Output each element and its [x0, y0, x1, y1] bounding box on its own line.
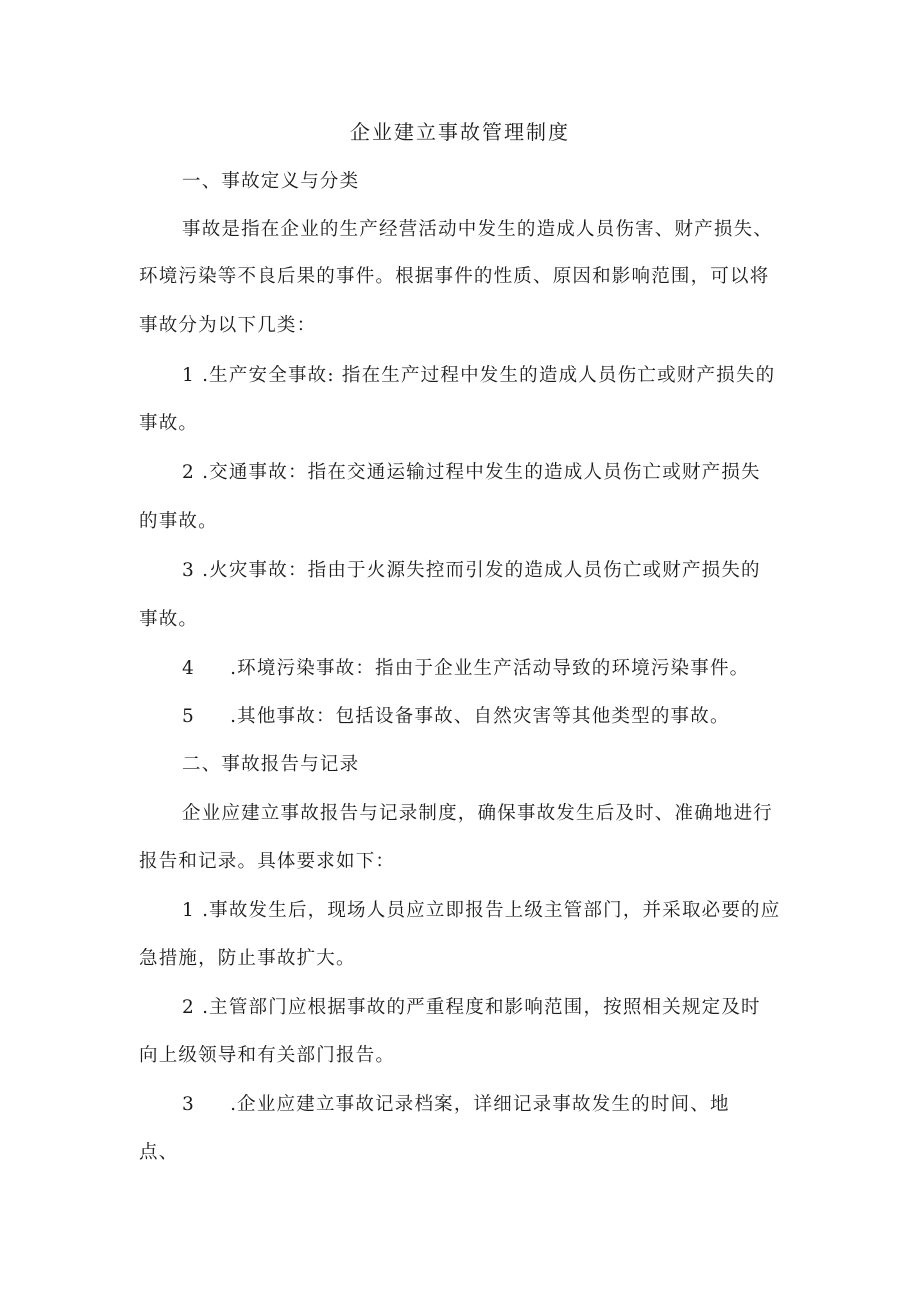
list-item-text: .企业应建立事故记录档案，详细记录事故发生的时间、地 — [230, 1094, 730, 1115]
list-item-continuation: 点、 — [139, 1142, 179, 1163]
section-heading-2: 二、事故报告与记录 — [182, 754, 360, 775]
list-item-1 — [182, 361, 775, 391]
list-item-text: .环境污染事故：指由于企业生产活动导致的环境污染事件。 — [230, 658, 750, 679]
list-number: 3 — [182, 1094, 195, 1115]
section-heading-1: 一、事故定义与分类 — [182, 171, 360, 192]
list-item-text: .事故发生后，现场人员应立即报告上级主管部门，并采取必要的应 — [202, 900, 781, 921]
list-number: 1 — [182, 900, 195, 921]
list-item-5 — [182, 702, 730, 732]
list-item-text: .交通事故：指在交通运输过程中发生的造成人员伤亡或财产损失 — [202, 462, 761, 483]
list-number: 1 — [182, 365, 195, 386]
list-item-continuation: 向上级领导和有关部门报告。 — [139, 1045, 396, 1066]
list-item-1 — [182, 896, 780, 926]
list-item-3 — [182, 556, 761, 586]
list-item-text: .生产安全事故: 指在生产过程中发生的造成人员伤亡或财产损失的 — [202, 365, 776, 386]
list-number: 4 — [182, 658, 195, 679]
list-item-3 — [182, 1090, 730, 1120]
list-item-text: .火灾事故：指由于火源失控而引发的造成人员伤亡或财产损失的 — [202, 560, 761, 581]
document-title: 企业建立事故管理制度 — [350, 120, 570, 144]
paragraph-line: 事故分为以下几类： — [139, 315, 317, 336]
paragraph-line: 环境污染等不良后果的事件。根据事件的性质、原因和影响范围，可以将 — [139, 266, 770, 287]
list-number: 5 — [182, 706, 195, 727]
list-item-2 — [182, 993, 761, 1023]
list-number: 3 — [182, 560, 195, 581]
list-item-continuation: 事故。 — [139, 413, 199, 434]
paragraph-line: 企业应建立事故报告与记录制度，确保事故发生后及时、准确地进行 — [182, 803, 774, 824]
list-item-text: .其他事故：包括设备事故、自然灾害等其他类型的事故。 — [230, 706, 730, 727]
list-number: 2 — [182, 997, 195, 1018]
list-item-4 — [182, 654, 749, 684]
paragraph-line: 报告和记录。具体要求如下： — [139, 851, 396, 872]
list-number: 2 — [182, 462, 195, 483]
list-item-continuation: 急措施，防止事故扩大。 — [139, 948, 356, 969]
list-item-continuation: 事故。 — [139, 609, 199, 630]
list-item-2 — [182, 458, 761, 488]
list-item-text: .主管部门应根据事故的严重程度和影响范围，按照相关规定及时 — [202, 997, 761, 1018]
list-item-continuation: 的事故。 — [139, 511, 218, 532]
paragraph-line: 事故是指在企业的生产经营活动中发生的造成人员伤害、财产损失、 — [182, 219, 774, 240]
